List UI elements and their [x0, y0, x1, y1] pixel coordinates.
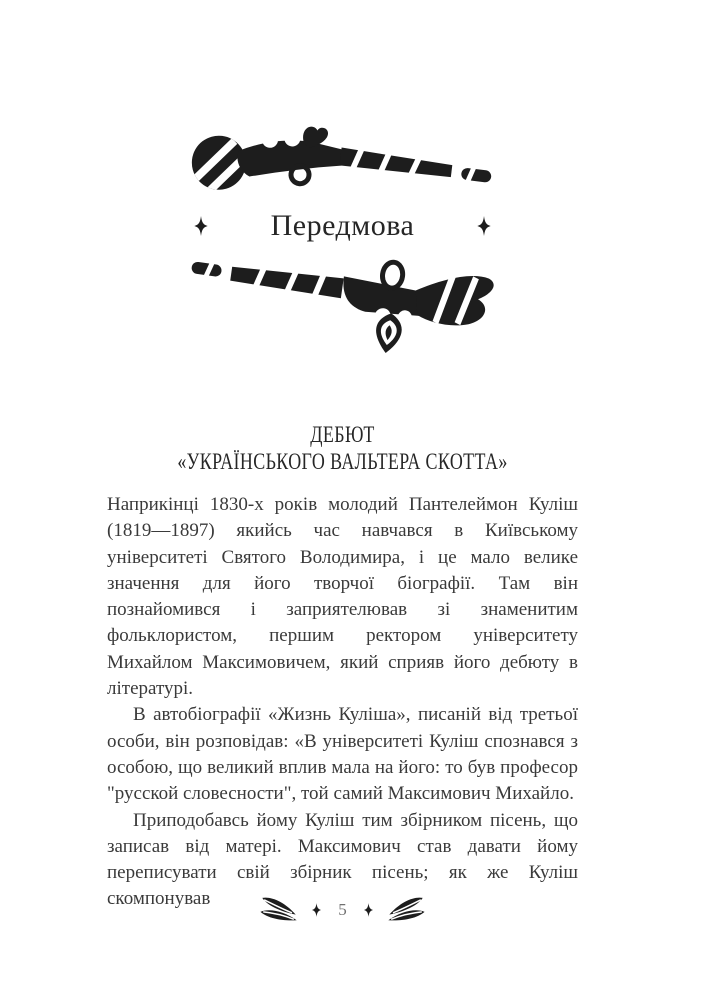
chapter-title	[159, 421, 526, 475]
section-label: Передмова	[270, 209, 415, 242]
paragraph: Приподобавсь йому Куліш тим збірником пісень, що записав від матері. Максимович став давати йому переписувати свій збірник пісень; як же Куліш скомпонував	[107, 809, 578, 910]
section-label-row	[193, 208, 493, 244]
chapter-title-line1: ДЕБЮТ	[310, 422, 375, 447]
paragraph: Наприкінці 1830-х років молодий Пантелеймон Куліш (1819—1897) якийсь час навчався в Київському університеті Святого Володимира, і це мало велике значення для його творчої біографії. Там він познайомився і заприятелював зі знаменитим фольклористом, першим ректором університету Михайлом Максимовичем, який сприяв його дебюту в літературі.	[107, 494, 578, 700]
laurel-right-icon	[387, 897, 425, 923]
page-footer	[107, 897, 578, 923]
sparkle-left-icon	[193, 216, 209, 236]
sparkle-right-icon	[476, 216, 492, 236]
pistol-top-icon	[190, 112, 496, 206]
paragraph: В автобіографії «Жизнь Куліша», писаній від третьої особи, він розповідав: «В університеті Куліш спознався з особою, що великий вплив мала на його: то був професор "русской словесности", той самий Максимович Михайло.	[107, 704, 578, 805]
ornament-header	[107, 112, 578, 354]
laurel-left-icon	[260, 897, 298, 923]
pistol-bottom-icon	[190, 256, 496, 354]
page-number: 5	[338, 900, 347, 919]
body-text	[107, 492, 578, 913]
sparkle-left-icon	[311, 903, 322, 917]
sparkle-right-icon	[363, 903, 374, 917]
chapter-title-line2: «УКРАЇНСЬКОГО ВАЛЬТЕРА СКОТТА»	[177, 449, 508, 474]
